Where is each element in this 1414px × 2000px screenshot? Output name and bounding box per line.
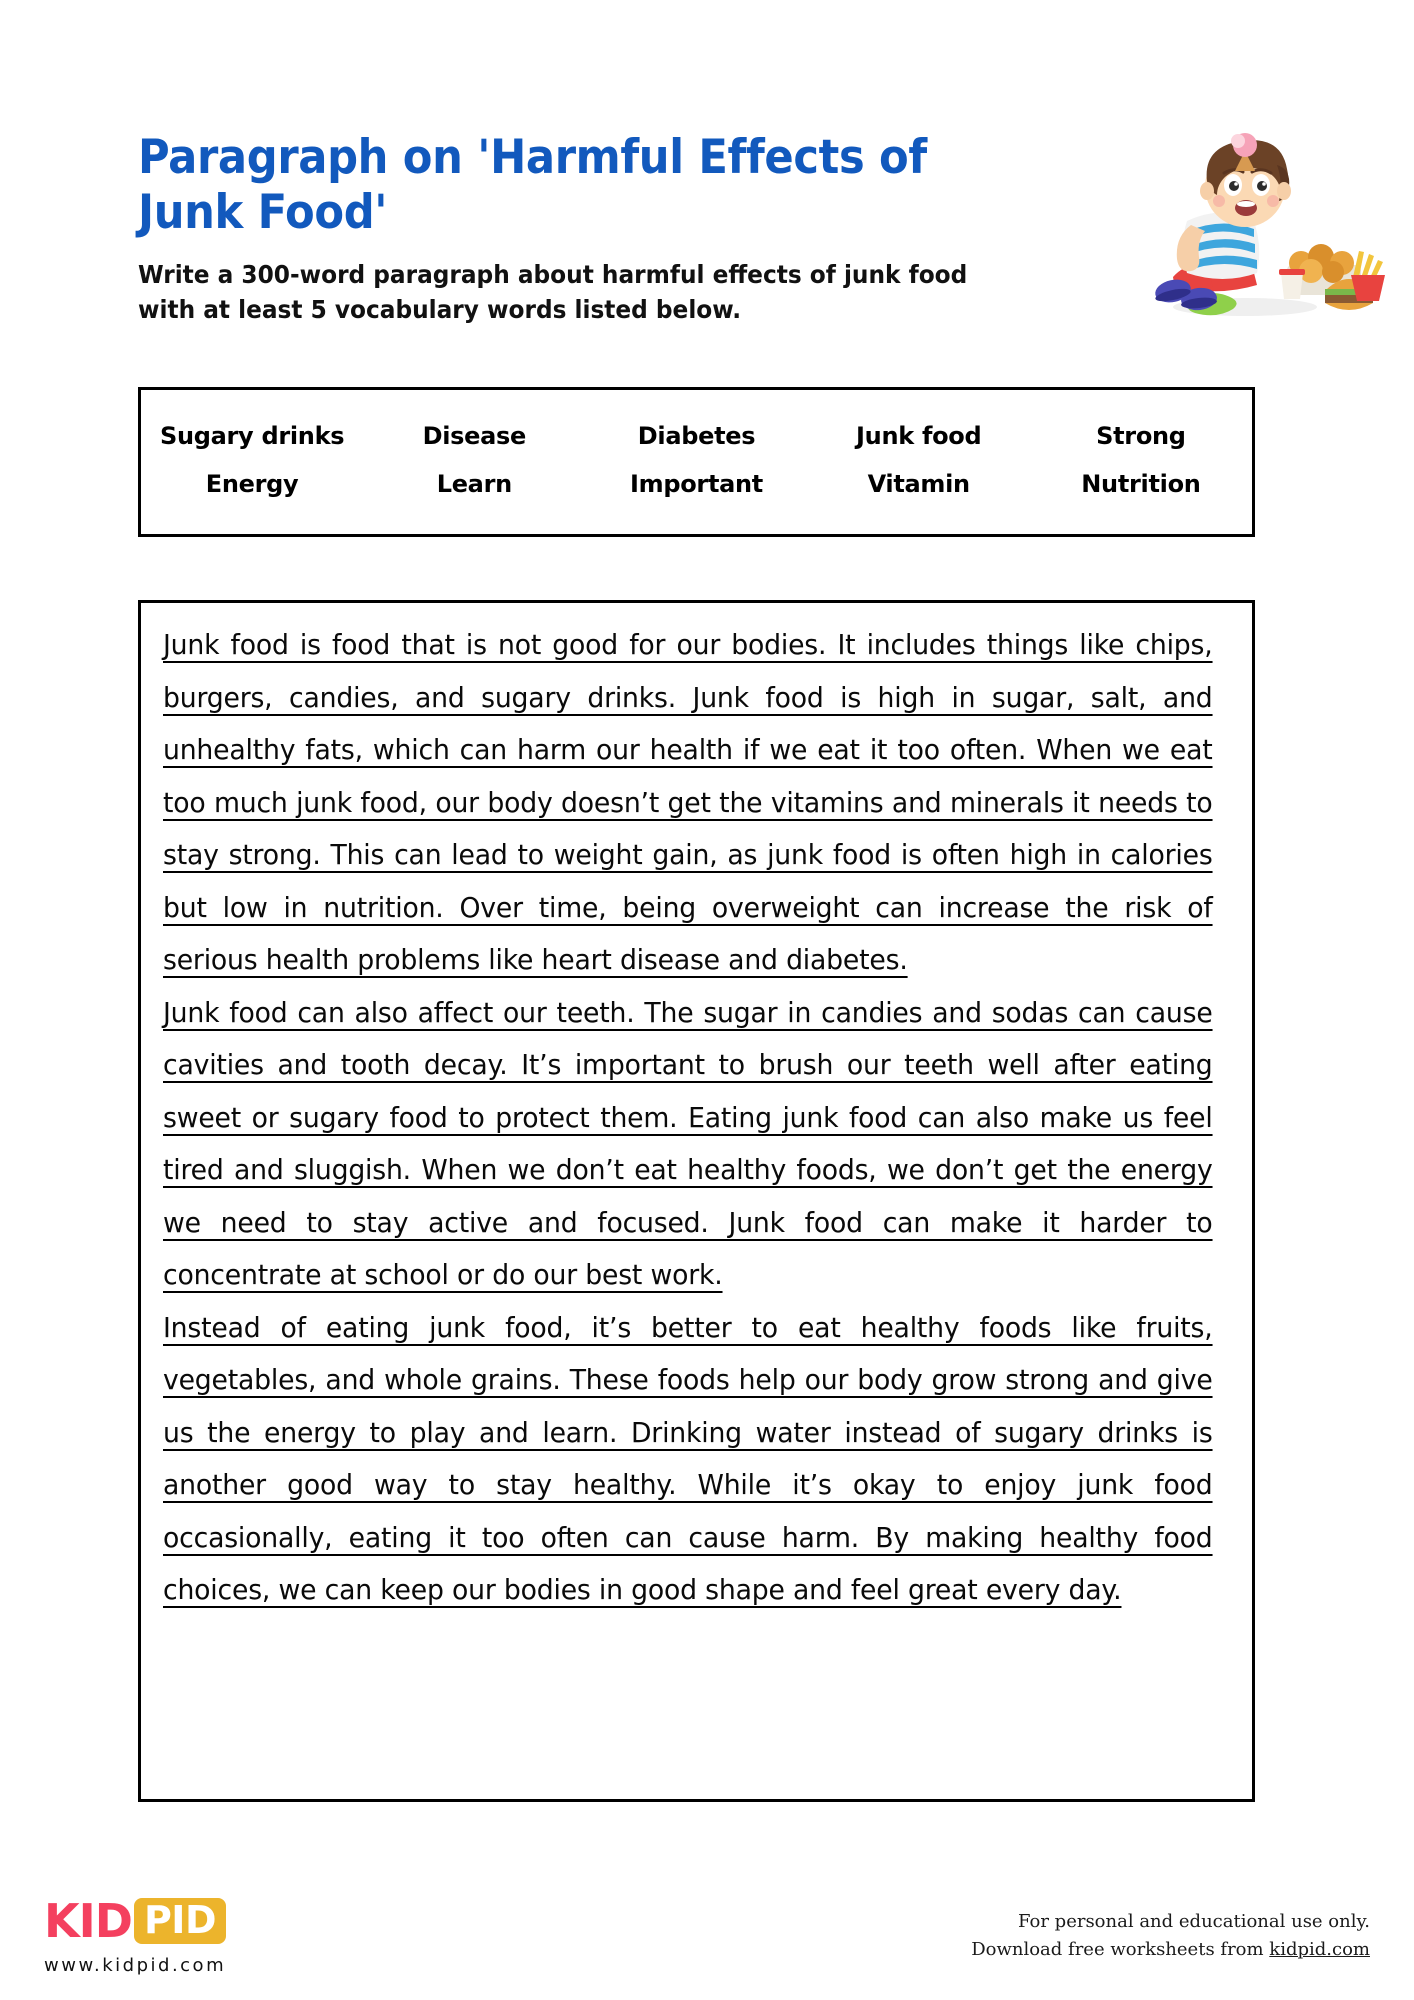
footer-notice-line2: [971, 1936, 1370, 1964]
vocabulary-word: Diabetes: [637, 422, 756, 450]
vocabulary-row: [141, 422, 1252, 450]
logo-pid-text: PID: [134, 1898, 226, 1944]
vocabulary-word: Disease: [422, 422, 526, 450]
footer-notice-prefix: Download free worksheets from: [971, 1938, 1270, 1960]
vocabulary-word: Strong: [1096, 422, 1186, 450]
worksheet-instruction: Write a 300-word paragraph about harmful effects of junk food with at least 5 vocabulary words listed below.: [138, 259, 968, 325]
vocabulary-word: Vitamin: [867, 470, 970, 498]
kidpid-logo: [44, 1895, 344, 1976]
logo-kid-text: KID: [44, 1894, 132, 1948]
logo-url-text: www.kidpid.com: [44, 1955, 227, 1976]
vocabulary-row: [141, 470, 1252, 498]
vocabulary-word: Junk food: [856, 422, 982, 450]
footer-notice: [971, 1908, 1370, 1964]
worksheet-header: [138, 130, 1138, 328]
page-title: Paragraph on 'Harmful Effects of Junk Food': [138, 130, 927, 241]
footer-notice-line1: For personal and educational use only.: [1018, 1911, 1370, 1932]
answer-paragraph: Junk food is food that is not good for our bodies. It includes things like chips, burgers, candies, and sugary drinks. Junk food is high in sugar, salt, and unhealthy fats, which can harm our health if we eat it too often. When we eat too much junk food, our body doesn’t get the vitamins and minerals it needs to stay strong. This can lead to weight gain, as junk food is often high in calories but low in nutrition. Over time, being overweight can increase the risk of serious health problems like heart disease and diabetes.: [163, 629, 1213, 976]
vocabulary-word: Important: [630, 470, 763, 498]
vocabulary-word: Nutrition: [1081, 470, 1201, 498]
answer-paragraph-box: [138, 600, 1255, 1802]
boy-eating-junk-food-icon: [1095, 125, 1385, 325]
answer-paragraph: Junk food can also affect our teeth. The sugar in candies and sodas can cause cavities and tooth decay. It’s important to brush our teeth well after eating sweet or sugary food to protect them. Eating junk food can also make us feel tired and sluggish. When we don’t eat healthy foods, we don’t get the energy we need to stay active and focused. Junk food can make it harder to concentrate at school or do our best work.: [163, 996, 1213, 1291]
vocabulary-word: Learn: [436, 470, 512, 498]
vocabulary-word-box: [138, 387, 1255, 537]
answer-paragraph: Instead of eating junk food, it’s better to eat healthy foods like fruits, vegetables, and whole grains. These foods help our body grow strong and give us the energy to play and learn. Drinking water instead of sugary drinks is another good way to stay healthy. While it’s okay to enjoy junk food occasionally, eating it too often can cause harm. By making healthy food choices, we can keep our bodies in good shape and feel great every day.: [163, 1311, 1213, 1606]
logo-mark: [44, 1895, 344, 1947]
kidpid-link[interactable]: kidpid.com: [1269, 1938, 1370, 1960]
vocabulary-word: Sugary drinks: [159, 422, 345, 450]
vocabulary-word: Energy: [205, 470, 299, 498]
